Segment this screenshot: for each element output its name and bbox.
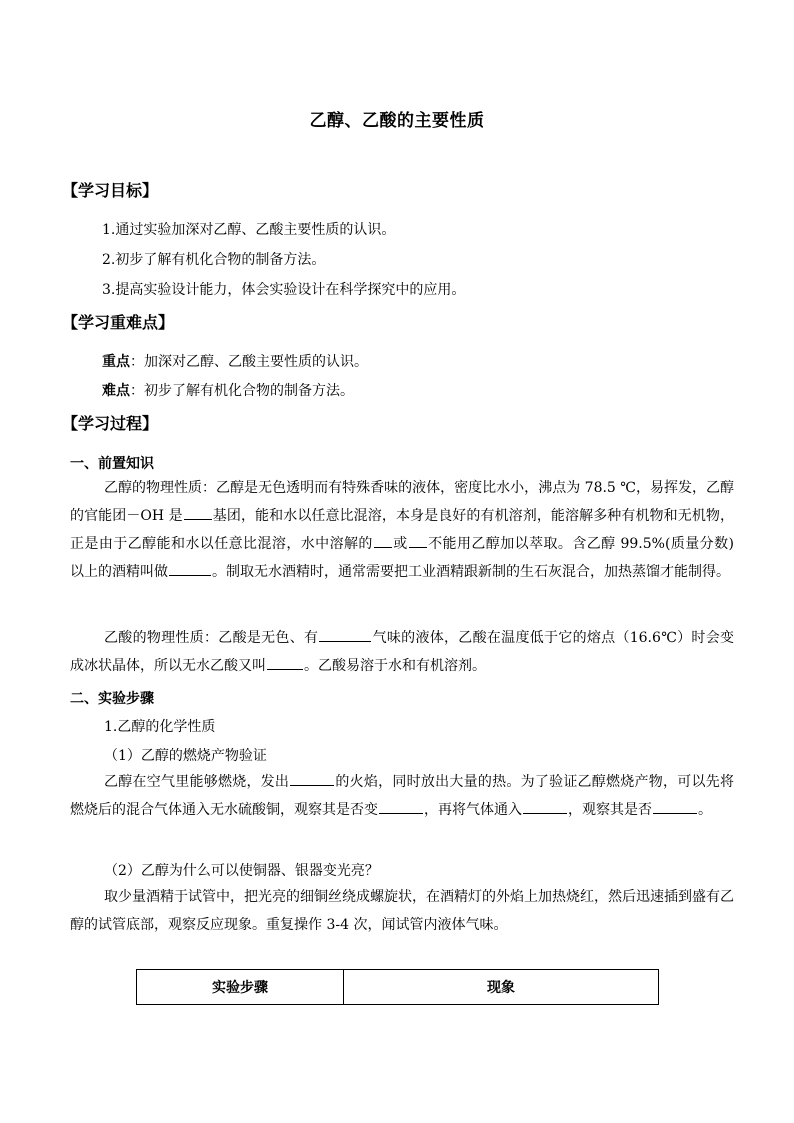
process-heading: 【学习过程】 (62, 414, 159, 433)
difficulty-text: ：初步了解有机化合物的制备方法。 (130, 383, 354, 399)
blank-solute-1 (374, 533, 392, 548)
blank-glacial-acid (267, 655, 303, 670)
blank-observation (653, 799, 697, 814)
ethanol-properties-paragraph (70, 474, 734, 586)
experiment-heading: 二、实验步骤 (70, 691, 154, 707)
experiment-sub-1: 1.乙醇的化学性质 (104, 719, 216, 735)
goal-item-3: 3.提高实验设计能力，体会实验设计在科学探究中的应用。 (102, 282, 466, 298)
blank-group-type (184, 505, 212, 520)
acid-text-2: 气味的液体，乙酸在温度低于它的熔点（16.6℃）时会变成冰状晶体，所以无水乙酸又叫 (70, 630, 734, 674)
experiment-item-2: （2）乙醇为什么可以使铜器、银器变光亮？ (104, 863, 379, 879)
ethanol-text-1: 乙醇的物理性质：乙醇是无色透明而有特殊香味的液体，密度比水小，沸点为 78.5 ℃，易挥发，乙醇的官能团－OH 是 (70, 480, 734, 524)
copper-wire-paragraph: 取少量酒精于试管中，把光亮的细铜丝绕成螺旋状，在酒精灯的外焰上加热烧红，然后迅速插到盛有乙醇的试管底部，观察反应现象。重复操作 3-4 次，闻试管内液体气味。 (70, 889, 734, 933)
experiment-table (136, 969, 659, 1005)
combustion-paragraph (70, 768, 734, 824)
acetic-acid-properties-paragraph (70, 624, 734, 680)
table-header-phenomenon: 现象 (344, 970, 659, 1005)
acid-text-1: 乙酸的物理性质：乙酸是无色、有 (104, 630, 319, 646)
ethanol-text-3: 或 (392, 536, 408, 552)
burn-text-1: 乙醇在空气里能够燃烧，发出 (104, 774, 290, 790)
goal-item-1: 1.通过实验加深对乙醇、乙酸主要性质的认识。 (102, 222, 396, 238)
focus-text: ：加深对乙醇、乙酸主要性质的认识。 (130, 354, 368, 370)
blank-flame-color (290, 771, 334, 786)
ethanol-text-4: 不能用乙醇加以萃取。含乙醇 99.5%(质量分数) 以上的酒精叫做 (70, 536, 734, 580)
table-header-steps: 实验步骤 (137, 970, 344, 1005)
key-points-heading: 【学习重难点】 (62, 313, 175, 332)
focus-line (102, 351, 368, 371)
burn-text-5: 。 (698, 802, 712, 818)
blank-color-change (379, 799, 423, 814)
acid-text-3: 。乙酸易溶于水和有机溶剂。 (304, 658, 486, 674)
focus-label: 重点 (102, 354, 130, 370)
blank-anhydrous-alcohol (169, 561, 211, 576)
ethanol-text-2: 基团，能和水以任意比混溶，本身是良好的有机溶剂，能溶解多种有机物和无机物，正是由于乙醇能和水以任意比混溶，水中溶解的 (70, 508, 735, 552)
experiment-item-1: （1）乙醇的燃烧产物验证 (104, 748, 267, 764)
prior-knowledge-heading: 一、前置知识 (70, 456, 154, 472)
page-title: 乙醇、乙酸的主要性质 (309, 111, 485, 131)
burn-text-4: ，观察其是否 (568, 802, 652, 818)
goals-heading: 【学习目标】 (62, 181, 159, 200)
blank-solute-2 (409, 533, 427, 548)
ethanol-text-5: 。制取无水酒精时，通常需要把工业酒精跟新制的生石灰混合，加热蒸馏才能制得。 (212, 564, 730, 580)
burn-text-2: 的火焰，同时放出大量的热。为了验证乙醇燃烧产物，可以先将燃烧后的混合气体通入无水硫酸铜，观察其是否变 (70, 774, 734, 818)
blank-odor (319, 627, 371, 642)
difficulty-label: 难点 (102, 383, 130, 399)
goal-item-2: 2.初步了解有机化合物的制备方法。 (102, 252, 326, 268)
burn-text-3: ，再将气体通入 (424, 802, 522, 818)
table-header-row (137, 970, 659, 1005)
difficulty-line (102, 380, 354, 400)
blank-reagent (523, 799, 567, 814)
